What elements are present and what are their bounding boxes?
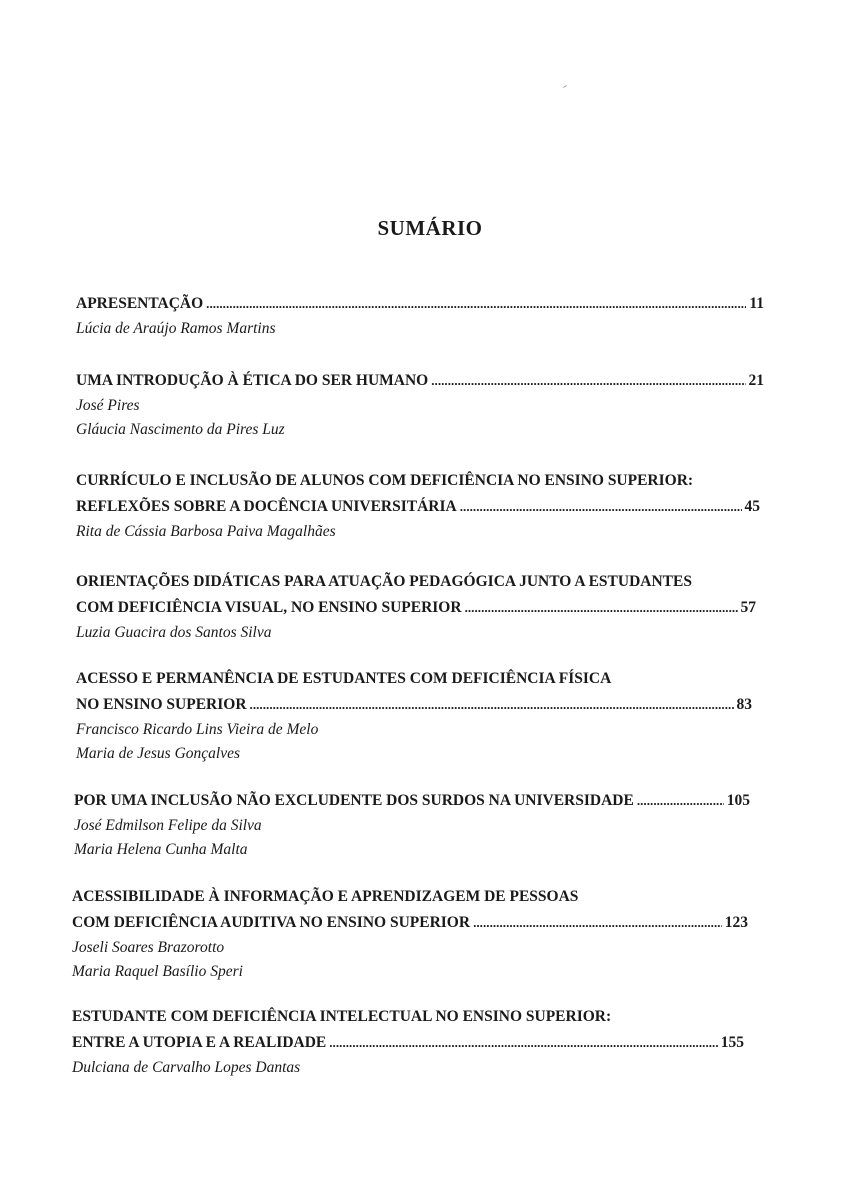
dot-leader — [206, 291, 746, 317]
toc-entry-page-number: 105 — [726, 792, 750, 809]
toc-entry-author: Dulciana de Carvalho Lopes Dantas — [72, 1059, 301, 1076]
toc-entry-heading: ENTRE A UTOPIA E A REALIDADE — [72, 1034, 327, 1051]
toc-entry-title-line — [72, 884, 748, 910]
toc-entry-title-line — [72, 910, 748, 936]
dot-leader — [460, 494, 742, 520]
toc-entry-heading: UMA INTRODUÇÃO À ÉTICA DO SER HUMANO — [76, 372, 429, 389]
toc-entry-title-line — [76, 595, 756, 621]
toc-entry-author: Maria Raquel Basílio Speri — [72, 963, 243, 980]
page-title: SUMÁRIO — [377, 216, 483, 240]
toc-entry-heading: ACESSO E PERMANÊNCIA DE ESTUDANTES COM DEFICIÊNCIA FÍSICA — [76, 670, 612, 687]
toc-entry-title-line — [76, 368, 764, 394]
toc-entry-heading: ESTUDANTE COM DEFICIÊNCIA INTELECTUAL NO ENSINO SUPERIOR: — [72, 1008, 612, 1025]
dot-leader — [250, 692, 734, 718]
toc-entry-heading: APRESENTAÇÃO — [76, 295, 204, 312]
toc-entry-acesso — [76, 666, 752, 766]
toc-entry-author: Maria de Jesus Gonçalves — [76, 745, 240, 762]
toc-entry-author: Maria Helena Cunha Malta — [74, 841, 248, 858]
toc-entry-title-line — [76, 666, 752, 692]
toc-entry-heading: POR UMA INCLUSÃO NÃO EXCLUDENTE DOS SURDOS NA UNIVERSIDADE — [74, 792, 634, 809]
dot-leader — [637, 788, 724, 814]
toc-entry-heading: ORIENTAÇÕES DIDÁTICAS PARA ATUAÇÃO PEDAGÓGICA JUNTO A ESTUDANTES — [76, 573, 692, 590]
toc-entry-author: Gláucia Nascimento da Pires Luz — [76, 421, 285, 438]
toc-entry-apresentacao — [76, 291, 764, 341]
toc-entry-page-number: 11 — [749, 295, 764, 312]
toc-entry-author: Luzia Guacira dos Santos Silva — [76, 624, 272, 641]
dot-leader — [473, 910, 722, 936]
toc-entry-title-line — [74, 788, 750, 814]
toc-entry-orientacoes — [76, 569, 756, 645]
toc-entry-heading: COM DEFICIÊNCIA AUDITIVA NO ENSINO SUPERIOR — [72, 914, 471, 931]
toc-entry-acessibilidade — [72, 884, 748, 984]
toc-entry-title-line — [72, 1004, 744, 1030]
toc-entry-title-line — [76, 468, 760, 494]
toc-entry-author: Lúcia de Araújo Ramos Martins — [76, 320, 276, 337]
toc-entry-title-line — [76, 692, 752, 718]
toc-entry-heading: NO ENSINO SUPERIOR — [76, 696, 247, 713]
toc-entry-page-number: 83 — [736, 696, 752, 713]
toc-entry-title-line — [76, 569, 756, 595]
toc-entry-page-number: 45 — [744, 498, 760, 515]
toc-entry-heading: COM DEFICIÊNCIA VISUAL, NO ENSINO SUPERIOR — [76, 599, 462, 616]
toc-entry-intelectual — [72, 1004, 744, 1080]
toc-entry-heading: REFLEXÕES SOBRE A DOCÊNCIA UNIVERSITÁRIA — [76, 498, 457, 515]
toc-entry-heading: CURRÍCULO E INCLUSÃO DE ALUNOS COM DEFICIÊNCIA NO ENSINO SUPERIOR: — [76, 472, 694, 489]
toc-entry-page-number: 21 — [748, 372, 764, 389]
toc-entry-author: José Edmilson Felipe da Silva — [74, 817, 262, 834]
toc-entry-page-number: 155 — [720, 1034, 744, 1051]
dot-leader — [431, 368, 745, 394]
toc-entry-curriculo — [76, 468, 760, 544]
dot-leader — [465, 595, 738, 621]
toc-entry-page-number: 57 — [740, 599, 756, 616]
toc-entry-etica — [76, 368, 764, 442]
toc-entry-author: Rita de Cássia Barbosa Paiva Magalhães — [76, 523, 336, 540]
toc-entry-title-line — [72, 1030, 744, 1056]
dot-leader — [329, 1030, 718, 1056]
toc-entry-author: Francisco Ricardo Lins Vieira de Melo — [76, 721, 319, 738]
toc-entry-surdos — [74, 788, 750, 862]
toc-entry-title-line — [76, 494, 760, 520]
toc-entry-author: Joseli Soares Brazorotto — [72, 939, 225, 956]
toc-entry-author: José Pires — [76, 397, 140, 414]
toc-entry-title-line — [76, 291, 764, 317]
toc-entry-heading: ACESSIBILIDADE À INFORMAÇÃO E APRENDIZAGEM DE PESSOAS — [72, 888, 579, 905]
toc-entry-page-number: 123 — [724, 914, 748, 931]
